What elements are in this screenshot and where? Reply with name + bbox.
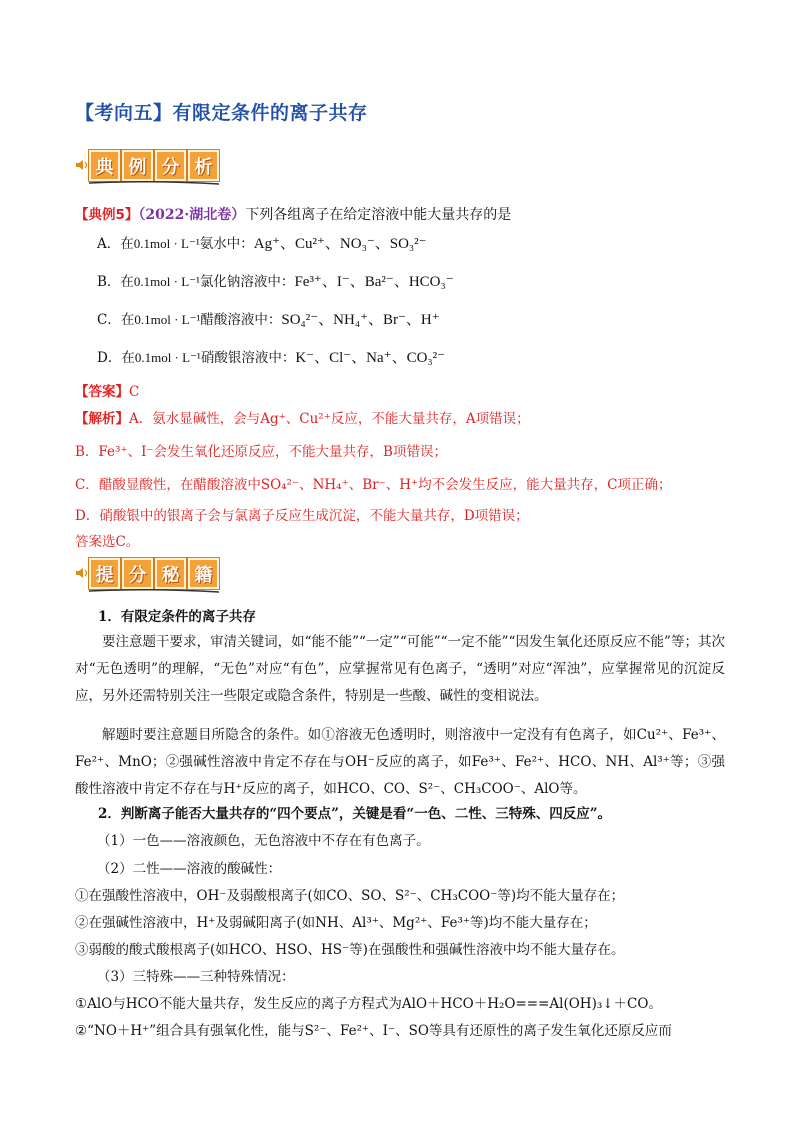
tips-item: ①在强酸性溶液中，OH⁻及弱酸根离子(如CO、SO、S²⁻、CH₃COO⁻等)均不能大量存在； bbox=[75, 888, 625, 904]
tips-item: （3）三特殊——三种特殊情况： bbox=[97, 969, 295, 985]
banner-char: 析 bbox=[188, 150, 219, 181]
option-letter: A． bbox=[97, 236, 121, 252]
option-ions: Fe³⁺、I⁻、Ba²⁻、HCO₃⁻ bbox=[294, 274, 454, 290]
option-b bbox=[97, 270, 454, 291]
speaker-icon bbox=[75, 566, 89, 580]
analysis-text: A．氨水显碱性，会与Ag⁺、Cu²⁺反应，不能大量共存，A项错误； bbox=[129, 411, 530, 427]
tips-heading-1: 1．有限定条件的离子共存 bbox=[98, 609, 256, 625]
banner-char: 籍 bbox=[188, 558, 219, 589]
banner-char: 例 bbox=[122, 150, 153, 181]
tips-item: ③弱酸的酸式酸根离子(如HCO、HSO、HS⁻等)在强酸性和强碱性溶液中均不能大量存在。 bbox=[75, 942, 625, 958]
option-solution: 氯化钠溶液中： bbox=[199, 274, 295, 290]
answer-value: C bbox=[129, 384, 140, 400]
option-letter: D． bbox=[97, 350, 122, 366]
tips-item: （2）二性——溶液的酸碱性： bbox=[97, 861, 282, 877]
question-text: 下列各组离子在给定溶液中能大量共存的是 bbox=[245, 207, 512, 223]
section-banner-example bbox=[75, 150, 235, 188]
analysis-line-3: C．醋酸显酸性，在醋酸溶液中SO₄²⁻、NH₄⁺、Br⁻、H⁺均不会发生反应，能大量共存，C项正确； bbox=[75, 477, 672, 493]
banner-char: 分 bbox=[122, 558, 153, 589]
banner-underline bbox=[89, 588, 219, 594]
tips-heading-2: 2．判断离子能否大量共存的“四个要点”，关键是看“一色、二性、三特殊、四反应”。 bbox=[98, 806, 611, 822]
page-title: 【考向五】有限定条件的离子共存 bbox=[75, 102, 368, 124]
analysis-line-1 bbox=[75, 407, 530, 427]
option-solution: 氨水中： bbox=[199, 236, 254, 252]
analysis-label: 【解析】 bbox=[75, 411, 129, 427]
banner-char: 典 bbox=[89, 150, 120, 181]
option-conc: 0.1mol · L⁻¹ bbox=[134, 312, 201, 327]
example-question bbox=[75, 203, 511, 224]
tips-item: （1）一色——溶液颜色，无色溶液中不存在有色离子。 bbox=[97, 833, 430, 849]
option-prefix: 在 bbox=[120, 236, 134, 252]
option-prefix: 在 bbox=[120, 274, 134, 290]
option-a bbox=[97, 232, 427, 253]
tips-paragraph-1: 要注意题干要求，审清关键词，如“能不能”“一定”“可能”“一定不能”“因发生氧化还原反应不能”等；其次对“无色透明”的理解，“无色”对应“有色”，应掌握常见有色离子，“透明”对应“浑浊”，应掌握常见的沉淀反应，另外还需特别关注一些限定或隐含条件，特别是一些酸、碱性的变相说法。 bbox=[75, 634, 725, 704]
option-ions: Ag⁺、Cu²⁺、NO₃⁻、SO₃²⁻ bbox=[253, 236, 427, 252]
answer-label: 【答案】 bbox=[75, 384, 129, 400]
option-prefix: 在 bbox=[120, 312, 135, 328]
banner-char: 分 bbox=[155, 150, 186, 181]
banner-char: 提 bbox=[89, 558, 120, 589]
banner-char: 秘 bbox=[155, 558, 186, 589]
option-d bbox=[97, 346, 445, 367]
option-letter: B． bbox=[97, 274, 121, 290]
option-ions: K⁻、Cl⁻、Na⁺、CO₃²⁻ bbox=[295, 350, 446, 366]
example-source: （2022·湖北卷） bbox=[138, 207, 246, 223]
tips-item: ②在强碱性溶液中，H⁺及弱碱阳离子(如NH、Al³⁺、Mg²⁺、Fe³⁺等)均不能大量存在； bbox=[75, 915, 597, 931]
option-solution: 硝酸银溶液中： bbox=[200, 350, 296, 366]
tips-paragraph-2: 解题时要注意题目所隐含的条件。如①溶液无色透明时，则溶液中一定没有有色离子，如Cu²⁺、Fe³⁺、Fe²⁺、MnO；②强碱性溶液中肯定不存在与OH⁻反应的离子，如Fe³⁺、Fe²⁺、HCO、NH、Al³⁺等；③强酸性溶液中肯定不存在与H⁺反应的离子，如HCO、CO、S²⁻、CH₃COO⁻、AlO等。 bbox=[75, 727, 725, 797]
option-c bbox=[97, 308, 440, 329]
option-conc: 0.1mol · L⁻¹ bbox=[134, 350, 201, 365]
tips-item: ②“NO＋H⁺”组合具有强氧化性，能与S²⁻、Fe²⁺、I⁻、SO等具有还原性的离子发生氧化还原反应而 bbox=[75, 1023, 672, 1039]
analysis-line-4: D．硝酸银中的银离子会与氯离子反应生成沉淀，不能大量共存，D项错误； bbox=[75, 508, 529, 524]
speaker-icon bbox=[75, 158, 89, 172]
analysis-line-2: B．Fe³⁺、I⁻会发生氧化还原反应，不能大量共存，B项错误； bbox=[75, 444, 447, 460]
option-prefix: 在 bbox=[121, 350, 135, 366]
tips-item: ①AlO与HCO不能大量共存，发生反应的离子方程式为AlO＋HCO＋H₂O===Al(OH)₃↓＋CO。 bbox=[75, 996, 662, 1012]
option-conc: 0.1mol · L⁻¹ bbox=[133, 274, 200, 289]
answer-line bbox=[75, 380, 139, 400]
conclusion: 答案选C。 bbox=[75, 534, 140, 550]
option-conc: 0.1mol · L⁻¹ bbox=[133, 236, 200, 251]
example-label: 【典例5】 bbox=[75, 207, 139, 223]
section-banner-tips bbox=[75, 558, 235, 596]
banner-underline bbox=[89, 180, 219, 186]
option-ions: SO₄²⁻、NH₄⁺、Br⁻、H⁺ bbox=[281, 312, 440, 328]
option-letter: C． bbox=[97, 312, 121, 328]
option-solution: 醋酸溶液中： bbox=[200, 312, 282, 328]
